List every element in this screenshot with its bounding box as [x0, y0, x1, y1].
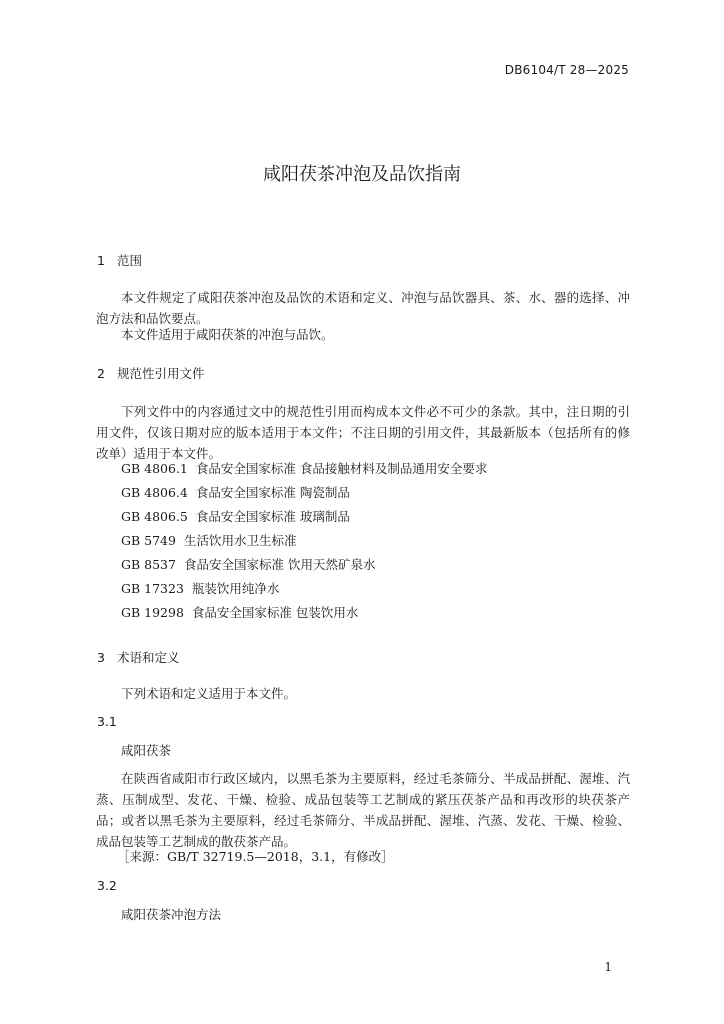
- doc-code-header: DB6104/T 28—2025: [504, 63, 629, 77]
- reference-code: GB 17323: [121, 581, 184, 596]
- term-heading: 咸阳茯茶冲泡方法: [121, 907, 222, 922]
- section-3-heading: [97, 648, 180, 666]
- clause-number: 3.2: [97, 878, 117, 893]
- section-3-paragraph-1: 下列术语和定义适用于本文件。: [121, 686, 297, 701]
- section-2-paragraph-1: 下列文件中的内容通过文中的规范性引用而构成本文件必不可少的条款。其中，注日期的引用文件，仅该日期对应的版本适用于本文件；不注日期的引用文件，其最新版本（包括所有的修改单）适用于本文件。: [96, 404, 630, 461]
- normative-reference: [121, 507, 350, 525]
- reference-code: GB 4806.1: [121, 461, 188, 476]
- section-1-paragraph-2: 本文件适用于咸阳茯茶的冲泡与品饮。: [121, 327, 334, 342]
- normative-reference: [121, 483, 350, 501]
- reference-code: GB 4806.4: [121, 485, 188, 500]
- term-heading: 咸阳茯茶: [121, 743, 172, 758]
- section-number: 1: [97, 253, 105, 268]
- reference-title: 食品安全国家标准 饮用天然矿泉水: [183, 557, 376, 572]
- section-number: 2: [97, 366, 105, 381]
- section-title: 范围: [117, 253, 143, 268]
- section-2-heading: [97, 364, 205, 382]
- clause-number: 3.1: [97, 714, 117, 729]
- reference-title: 生活饮用水卫生标准: [183, 533, 297, 548]
- reference-title: 食品安全国家标准 玻璃制品: [195, 509, 350, 524]
- section-title: 规范性引用文件: [117, 366, 205, 381]
- reference-code: GB 19298: [121, 605, 184, 620]
- section-number: 3: [97, 650, 105, 665]
- reference-title: 瓶装饮用纯净水: [191, 581, 280, 596]
- definition-source: ［来源：GB/T 32719.5—2018，3.1，有修改］: [117, 849, 394, 864]
- normative-reference: [121, 555, 375, 573]
- reference-title: 食品安全国家标准 陶瓷制品: [195, 485, 350, 500]
- section-1-heading: [97, 251, 142, 269]
- section-title: 术语和定义: [117, 650, 180, 665]
- section-1-paragraph-1: 本文件规定了咸阳茯茶冲泡及品饮的术语和定义、冲泡与品饮器具、茶、水、器的选择、冲泡方法和品饮要点。: [96, 290, 630, 326]
- reference-code: GB 8537: [121, 557, 176, 572]
- document-title: 咸阳茯茶冲泡及品饮指南: [263, 164, 461, 185]
- normative-reference: [121, 531, 296, 549]
- reference-code: GB 4806.5: [121, 509, 188, 524]
- normative-reference: [121, 579, 279, 597]
- term-definition: 在陕西省咸阳市行政区域内，以黑毛茶为主要原料，经过毛茶筛分、半成品拼配、渥堆、汽蒸、压制成型、发花、干燥、检验、成品包装等工艺制成的紧压茯茶产品和再改形的块茯茶产品；或者以黑毛茶为主要原料，经过毛茶筛分、半成品拼配、渥堆、汽蒸、发花、干燥、检验、成品包装等工艺制成的散茯茶产品。: [96, 771, 630, 849]
- normative-reference: [121, 603, 358, 621]
- reference-title: 食品安全国家标准 包装饮用水: [191, 605, 359, 620]
- page-number: 1: [604, 960, 612, 974]
- normative-reference: [121, 459, 487, 477]
- reference-code: GB 5749: [121, 533, 176, 548]
- reference-title: 食品安全国家标准 食品接触材料及制品通用安全要求: [195, 461, 488, 476]
